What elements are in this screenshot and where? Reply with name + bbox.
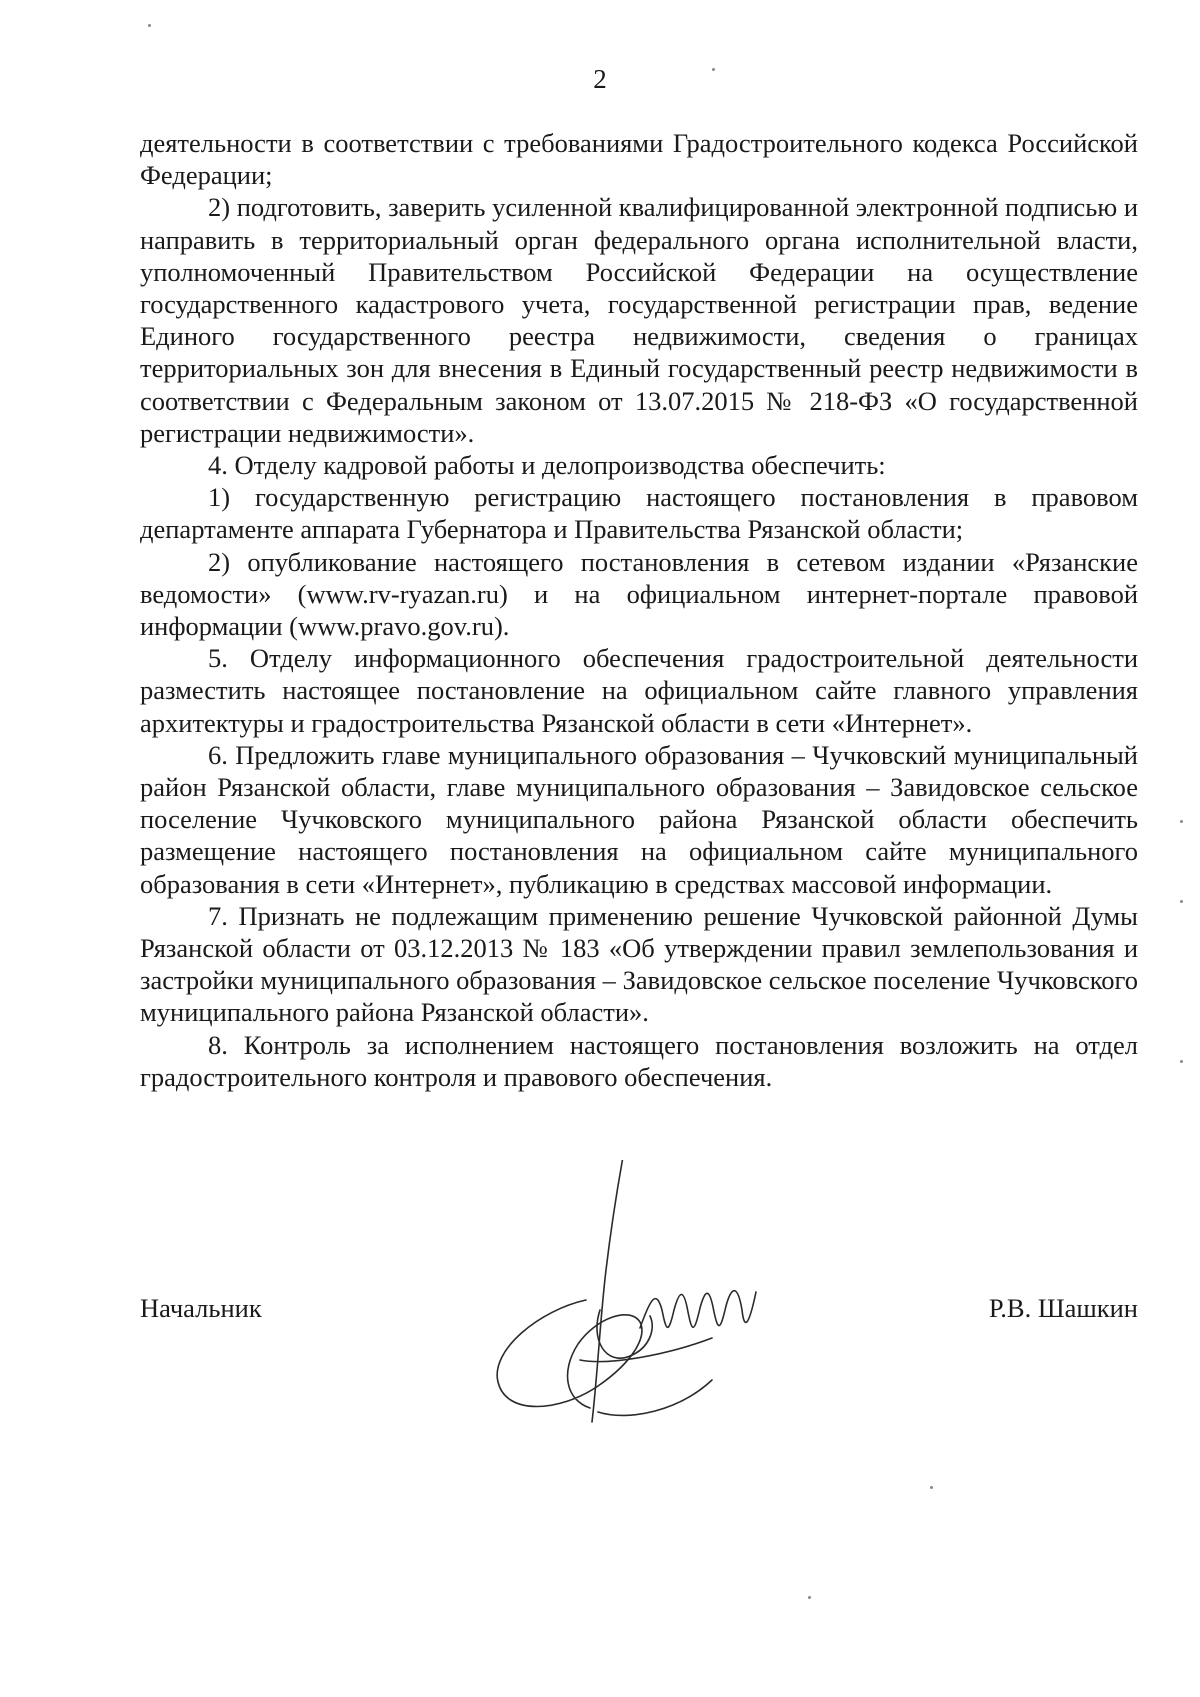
scan-speck	[808, 1596, 811, 1599]
paragraph-item-4-1-registration: 1) государственную регистрацию настоящего постановления в правовом департаменте аппарата Губернатора и Правительства Рязанской области;	[140, 482, 1138, 545]
page-number: 2	[593, 64, 607, 94]
scan-speck	[930, 1486, 933, 1489]
scan-speck	[1180, 900, 1183, 903]
paragraph-item-6-propose: 6. Предложить главе муниципального образования – Чучковский муниципальный район Рязанской области, главе муниципального образования – Завидовское сельское поселение Чучковского муниципального района Рязанской области обеспечить размещение настоящего постановления на официальном сайте муниципального образования в сети «Интернет», публикацию в средствах массовой информации.	[140, 739, 1138, 899]
scan-speck	[148, 24, 151, 27]
position-title: Начальник	[140, 1293, 262, 1323]
handwritten-signature	[480, 1160, 780, 1440]
signer-name: Р.В. Шашкин	[988, 1293, 1138, 1323]
scan-speck	[1180, 820, 1183, 823]
paragraph-item-4-hr-department: 4. Отделу кадровой работы и делопроизводства обеспечить:	[208, 450, 886, 481]
paragraph-item-4-2-publication: 2) опубликование настоящего постановления в сетевом издании «Рязанские ведомости» (www.rv-ryazan.ru) и на официальном интернет-портале правовой информации (www.pravo.gov.ru).	[140, 546, 1138, 642]
scan-speck	[1180, 1060, 1183, 1063]
scan-speck	[712, 68, 715, 71]
paragraph-item-7-repeal: 7. Признать не подлежащим применению решение Чучковской районной Думы Рязанской области от 03.12.2013 № 183 «Об утверждении правил землепользования и застройки муниципального образования – Завидовское сельское поселение Чучковского муниципального района Рязанской области».	[140, 900, 1138, 1028]
paragraph-item-5-info-department: 5. Отделу информационного обеспечения градостроительной деятельности разместить настоящее постановление на официальном сайте главного управления архитектуры и градостроительства Рязанской области в сети «Интернет».	[140, 643, 1138, 738]
document-body	[140, 127, 1138, 1093]
paragraph-item-8-control: 8. Контроль за исполнением настоящего постановления возложить на отдел градостроительного контроля и правового обеспечения.	[140, 1029, 1138, 1092]
paragraph-continuation: деятельности в соответствии с требованиями Градостроительного кодекса Российской Федерации;	[140, 128, 1138, 191]
paragraph-item-2-certify: 2) подготовить, заверить усиленной квалифицированной электронной подписью и направить в территориальный орган федерального органа исполнительной власти, уполномоченный Правительством Российской Федерации на осуществление государственного кадастрового учета, государственной регистрации прав, ведение Единого государственного реестра недвижимости, сведения о границах территориальных зон для внесения в Единый государственный реестр недвижимости в соответствии с Федеральным законом от 13.07.2015 № 218-ФЗ «О государственной регистрации недвижимости».	[140, 192, 1138, 448]
